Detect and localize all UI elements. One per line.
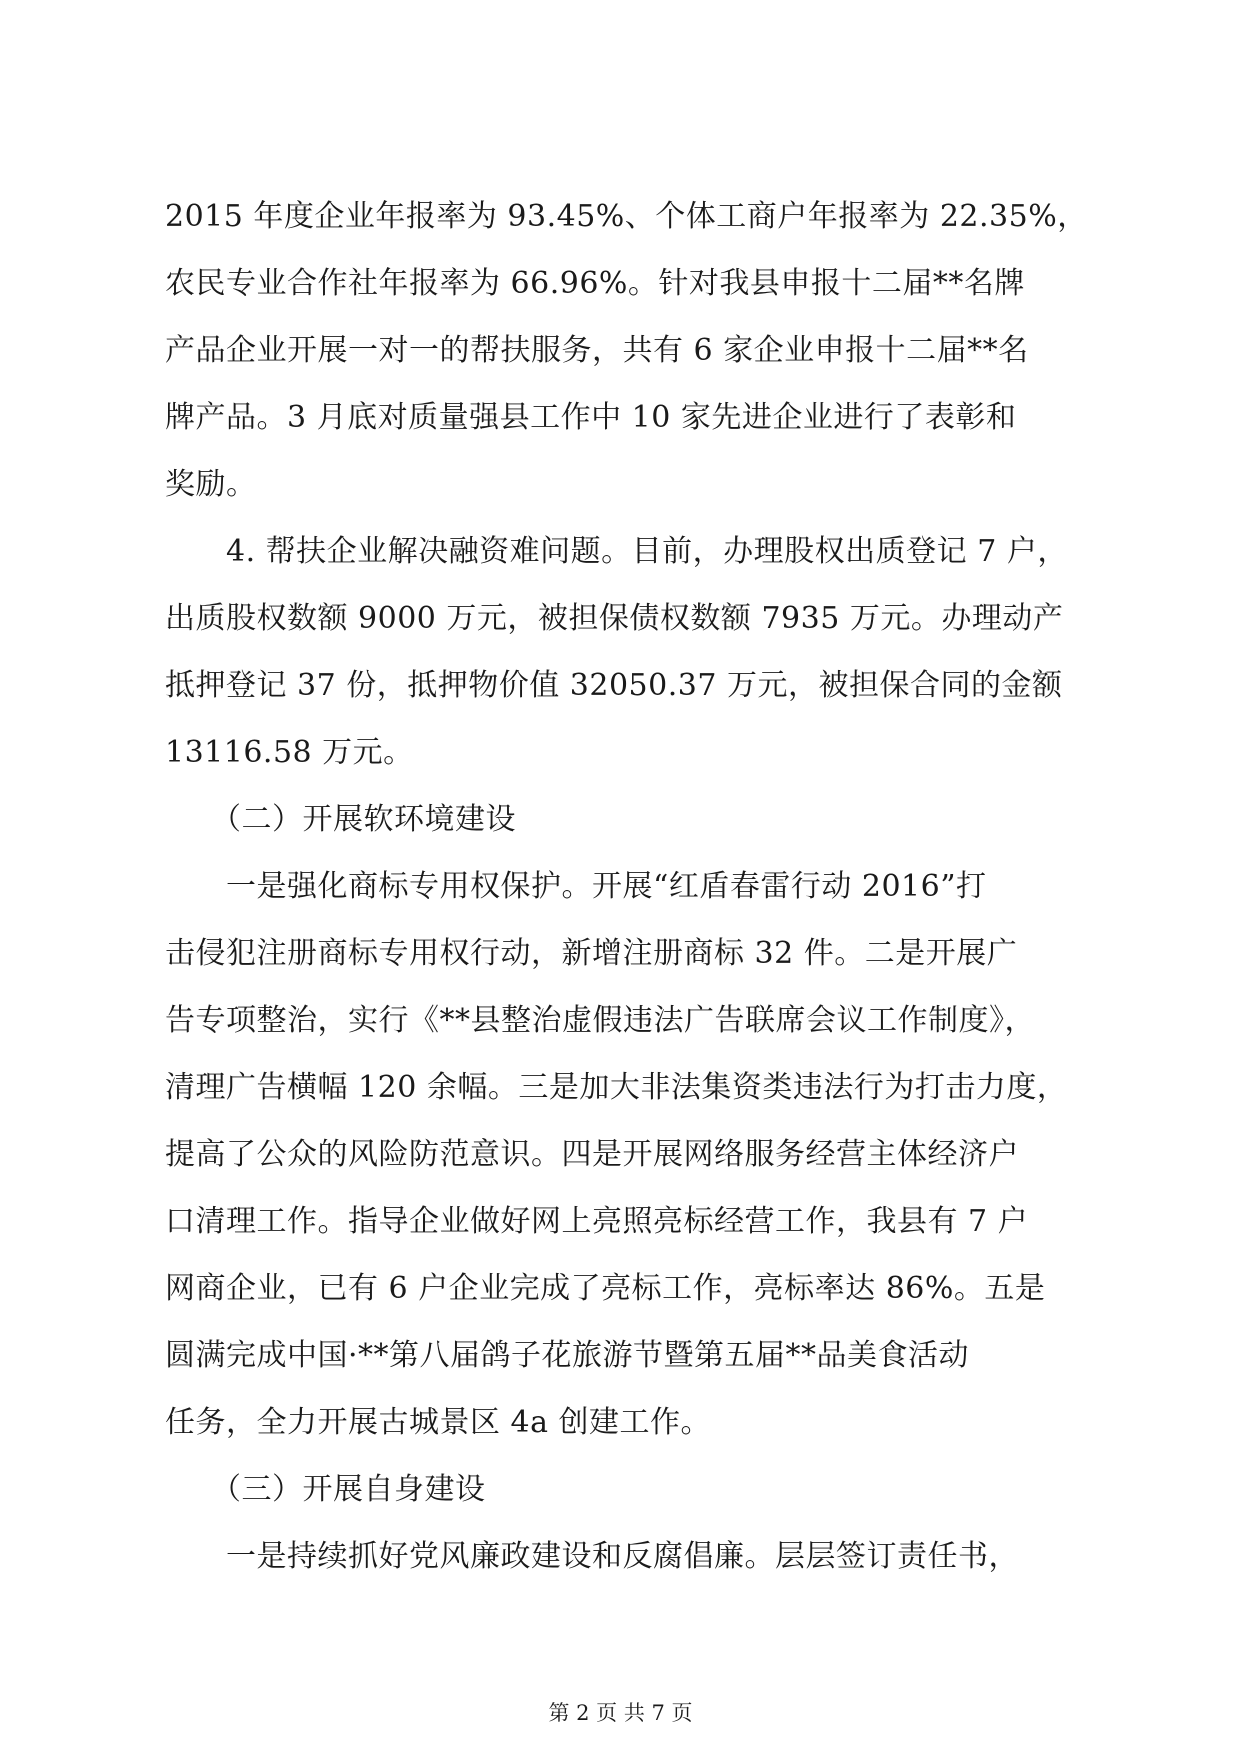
text-line: 牌产品。3 月底对质量强县工作中 10 家先进企业进行了表彰和 [165,400,1017,435]
text-line: 口清理工作。指导企业做好网上亮照亮标经营工作，我县有 7 户 [165,1204,1029,1239]
text-line: 网商企业，已有 6 户企业完成了亮标工作，亮标率达 86%。五是 [165,1271,1046,1306]
document-body [165,198,1088,1605]
text-line: 圆满完成中国·**第八届鸽子花旅游节暨第五届**品美食活动 [165,1338,970,1373]
text-line: 抵押登记 37 份，抵押物价值 32050.37 万元，被担保合同的金额 [165,668,1063,703]
text-line: 4. 帮扶企业解决融资难问题。目前，办理股权出质登记 7 户， [165,534,1068,569]
section-heading: （二）开展软环境建设 [165,802,516,837]
text-line: 奖励。 [165,467,257,502]
text-line: 产品企业开展一对一的帮扶服务，共有 6 家企业申报十二届**名 [165,333,1029,368]
text-line: 出质股权数额 9000 万元，被担保债权数额 7935 万元。办理动产 [165,601,1064,636]
text-line: 2015 年度企业年报率为 93.45%、个体工商户年报率为 22.35%， [165,199,1088,234]
text-line: 告专项整治，实行《**县整治虚假违法广告联席会议工作制度》， [165,1003,1035,1038]
text-line: 任务，全力开展古城景区 4a 创建工作。 [165,1405,712,1440]
text-line: 一是持续抓好党风廉政建设和反腐倡廉。层层签订责任书， [165,1539,1019,1574]
text-line: 农民专业合作社年报率为 66.96%。针对我县申报十二届**名牌 [165,266,1025,301]
text-line: 一是强化商标专用权保护。开展“红盾春雷行动 2016”打 [165,869,987,904]
text-line: 提高了公众的风险防范意识。四是开展网络服务经营主体经济户 [165,1137,1019,1172]
text-line: 清理广告横幅 120 余幅。三是加大非法集资类违法行为打击力度， [165,1070,1068,1105]
page-number-footer: 第 2 页 共 7 页 [548,1701,693,1725]
section-heading: （三）开展自身建设 [165,1472,486,1507]
text-line: 13116.58 万元。 [165,735,414,770]
text-line: 击侵犯注册商标专用权行动，新增注册商标 32 件。二是开展广 [165,936,1018,971]
